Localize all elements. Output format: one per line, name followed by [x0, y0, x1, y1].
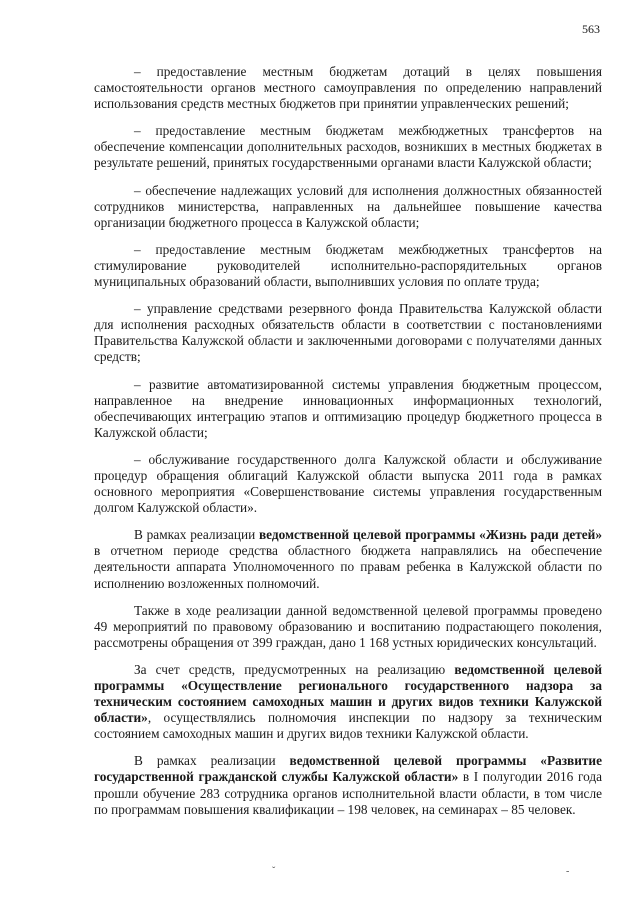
program-title-nadzor: ведомственной целевой программы «Осуществление регионального государственного надзора за техническим состоянием самоходных машин и других видов техники Калужской области» [94, 661, 602, 726]
paragraph-6: – развитие автоматизированной системы управления бюджетным процессом, направленное на внедрение инновационных информационных технологий, обеспечивающих интеграцию этапов и оптимизацию процедур бюджетного процесса в Калужской области; [94, 376, 602, 440]
document-body [94, 64, 602, 829]
paragraph-5: – управление средствами резервного фонда Правительства Калужской области для исполнения расходных обязательств области в соответствии с постановлениями Правительства Калужской области и заключенными договорами с получателями данных средств; [94, 301, 602, 365]
paragraph-8 [94, 527, 602, 591]
paragraph-1: – предоставление местным бюджетам дотаций в целях повышения самостоятельности органов местного самоуправления по определению направлений использования средств местных бюджетов при принятии управленческих решений; [94, 64, 602, 112]
paragraph-10 [94, 662, 602, 742]
paragraph-11-rest: в I полугодии 2016 года прошли обучение 283 сотрудника органов исполнительной власти области, в том числе по программам повышения квалификации – 198 человек, на семинарах – 85 человек. [94, 769, 602, 817]
page-number: 563 [582, 22, 600, 36]
scan-mark: - [566, 866, 570, 877]
paragraph-2: – предоставление местным бюджетам межбюджетных трансфертов на обеспечение компенсации дополнительных расходов, возникших в местных бюджетах в результате решений, принятых государственными органами власти Калужской области; [94, 123, 602, 171]
paragraph-4: – предоставление местным бюджетам межбюджетных трансфертов на стимулирование руководителей исполнительно-распорядительных органов муниципальных образований области, выполнивших условия по оплате труда; [94, 241, 602, 290]
paragraph-8-lead: В рамках реализации [134, 527, 259, 543]
paragraph-8-rest: в отчетном периоде средства областного бюджета направлялись на обеспечение деятельности аппарата Уполномоченного по правам ребенка в Калужской области по исполнению возложенных полномочий. [94, 543, 602, 591]
paragraph-11 [94, 753, 602, 817]
paragraph-7: – обслуживание государственного долга Калужской области и обслуживание процедур обращения облигаций Калужской области выпуска 2011 года в рамках основного мероприятия «Совершенствование системы управления государственным долгом Калужской области». [94, 451, 602, 516]
paragraph-11-lead: В рамках реализации [134, 753, 290, 769]
program-title-grazhdanskaya-sluzhba: ведомственной целевой программы «Развитие государственной гражданской службы Калужской области» [94, 753, 602, 785]
paragraph-9: Также в ходе реализации данной ведомственной целевой программы проведено 49 мероприятий по правовому образованию и воспитанию подрастающего поколения, рассмотрены обращения от 399 граждан, дано 1 168 устных юридических консультаций. [94, 602, 602, 650]
scan-mark: ˇ [272, 866, 276, 877]
paragraph-3: – обеспечение надлежащих условий для исполнения должностных обязанностей сотрудников министерства, направленных на дальнейшее повышение качества организации бюджетного процесса в Калужской области; [94, 182, 602, 230]
paragraph-10-lead: За счет средств, предусмотренных на реализацию [134, 661, 455, 677]
paragraph-10-rest: , осуществлялись полномочия инспекции по надзору за техническим состоянием самоходных машин и других видов техники Калужской области. [94, 710, 602, 742]
program-title-zhizn-radi-detei: ведомственной целевой программы «Жизнь ради детей» [258, 527, 602, 543]
